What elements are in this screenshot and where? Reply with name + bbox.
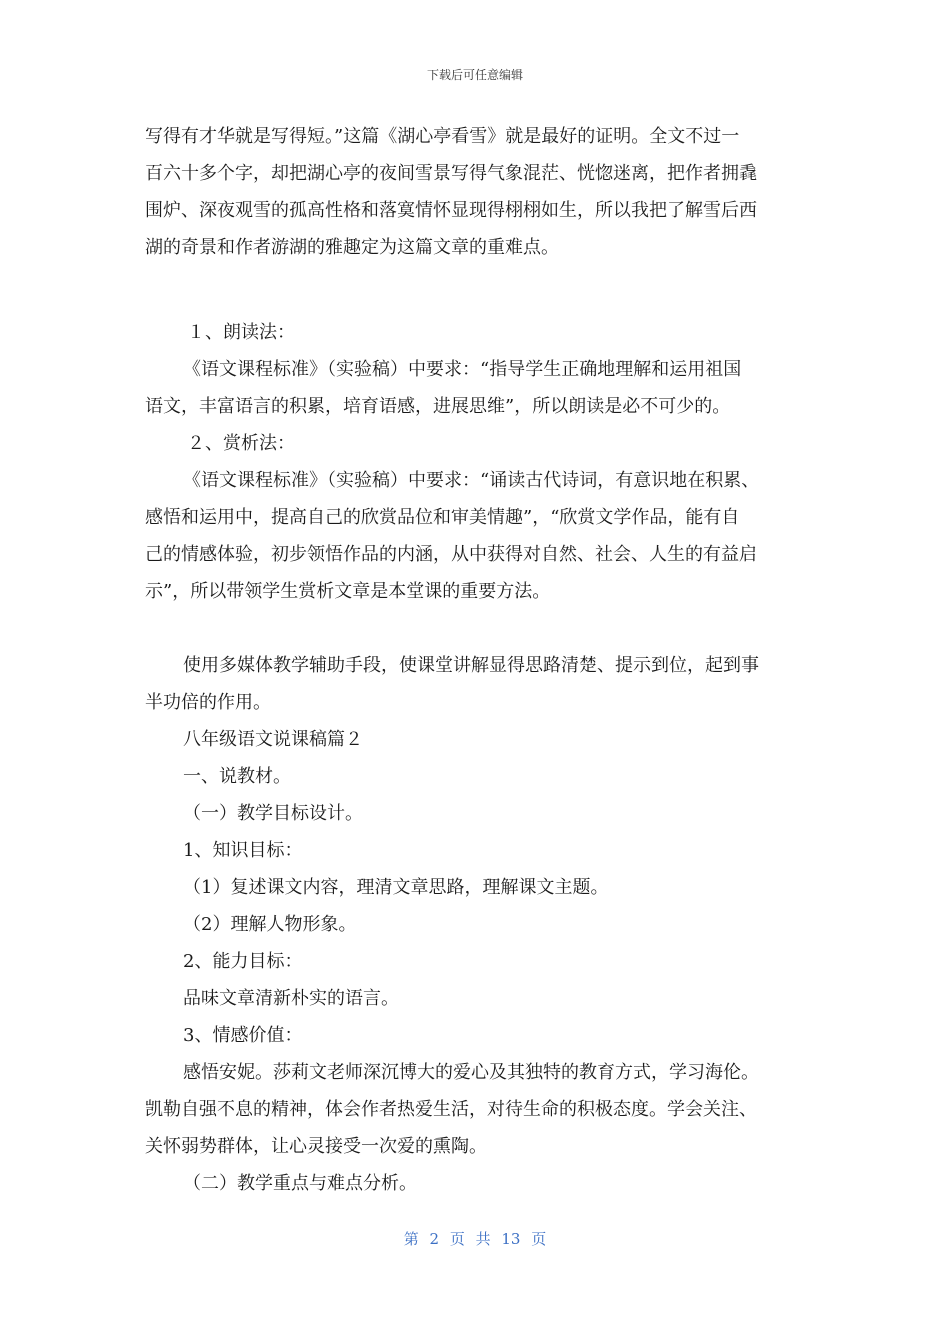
paragraph-line: 使用多媒体教学辅助手段，使课堂讲解显得思路清楚、提示到位，起到事 [183,655,759,676]
paragraph-line: 凯勒自强不息的精神，体会作者热爱生活，对待生命的积极态度。学会关注、 [145,1099,757,1120]
goal-heading-ability: 2、能力目标： [183,951,303,972]
paragraph-line: 《语文课程标准》（实验稿）中要求：“指导学生正确地理解和运用祖国 [183,359,742,380]
method-heading-appreciation: ２、赏析法： [187,433,295,454]
goal-heading-knowledge: 1、知识目标： [183,840,303,861]
paragraph-line: 感悟安妮。莎莉文老师深沉博大的爱心及其独特的教育方式，学习海伦。 [183,1062,759,1083]
paragraph-line: 半功倍的作用。 [145,692,271,713]
list-item: （2）理解人物形象。 [183,914,357,935]
paragraph-line: 示”，所以带领学生赏析文章是本堂课的重要方法。 [145,581,551,602]
list-item: （1）复述课文内容，理清文章思路，理解课文主题。 [183,877,609,898]
paragraph-line: 关怀弱势群体，让心灵接受一次爱的熏陶。 [145,1136,487,1157]
paragraph-line: 湖的奇景和作者游湖的雅趣定为这篇文章的重难点。 [145,237,559,258]
list-item: 品味文章清新朴实的语言。 [183,988,399,1009]
paragraph-line: 己的情感体验，初步领悟作品的内涵，从中获得对自然、社会、人生的有益启 [145,544,757,565]
paragraph-line: 《语文课程标准》（实验稿）中要求：“诵读古代诗词，有意识地在积累、 [183,470,760,491]
page-number: 第 2 页 共 13 页 [403,1230,547,1248]
paragraph-line: 语文，丰富语言的积累，培育语感，进展思维”，所以朗读是必不可少的。 [145,396,731,417]
goal-heading-emotion: 3、情感价值： [183,1025,303,1046]
paragraph-line: 围炉、深夜观雪的孤高性格和落寞情怀显现得栩栩如生，所以我把了解雪后西 [145,200,757,221]
paragraph-line: 感悟和运用中，提高自己的欣赏品位和审美情趣”，“欣赏文学作品，能有自 [145,507,740,528]
subsection-heading: （一）教学目标设计。 [183,803,363,824]
method-heading-reading: １、朗读法： [187,322,295,343]
spacer [145,610,809,647]
document-body [145,118,809,1202]
spacer [145,266,809,314]
section-heading: 一、说教材。 [183,766,291,787]
subsection-heading: （二）教学重点与难点分析。 [183,1173,417,1194]
article-title: 八年级语文说课稿篇２ [183,729,363,750]
paragraph-line: 百六十多个字，却把湖心亭的夜间雪景写得气象混茫、恍惚迷离，把作者拥毳 [145,163,757,184]
page-header-note: 下载后可任意编辑 [426,68,523,82]
paragraph-line: 写得有才华就是写得短。”这篇《湖心亭看雪》就是最好的证明。全文不过一 [145,126,740,147]
